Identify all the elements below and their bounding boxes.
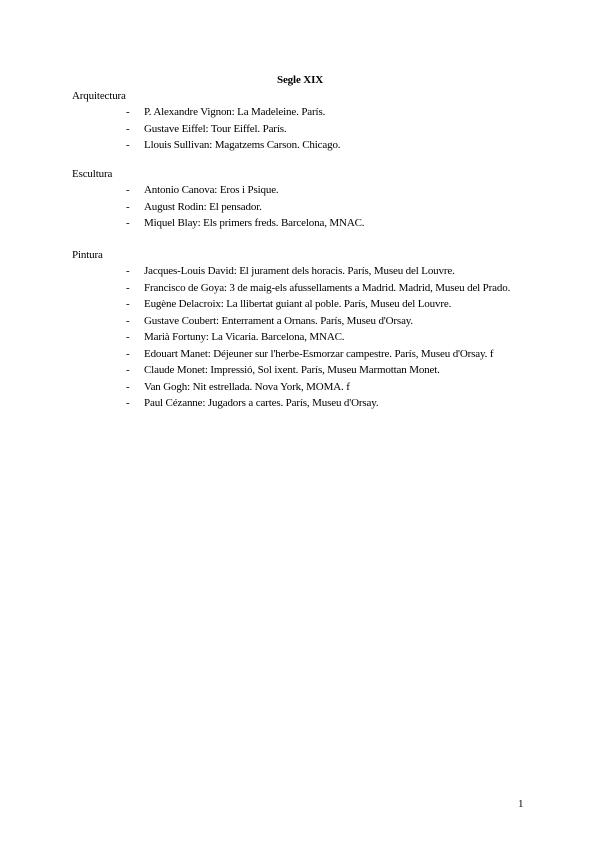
list-item-text: Eugène Delacroix: La llibertat guiant al poble. París, Museu del Louvre. <box>144 298 452 310</box>
item-list <box>72 104 532 154</box>
list-item <box>72 104 530 121</box>
bullet-dash: - <box>126 122 130 135</box>
bullet-dash: - <box>126 139 130 151</box>
list-item <box>72 182 530 199</box>
list-item-text: August Rodin: El pensador. <box>144 200 262 213</box>
page-title: Segle XIX <box>276 74 323 86</box>
list-item <box>72 296 530 313</box>
list-item-text: Miquel Blay: Els primers freds. Barcelona, MNAC. <box>144 217 365 229</box>
section-heading: Escultura <box>72 168 113 180</box>
list-item <box>72 379 530 396</box>
list-item <box>72 199 530 216</box>
section-arquitectura <box>72 88 532 154</box>
bullet-dash: - <box>126 281 130 294</box>
list-item-text: Gustave Eiffel: Tour Eiffel. París. <box>144 122 287 135</box>
list-item <box>72 263 530 280</box>
bullet-dash: - <box>126 200 130 213</box>
bullet-dash: - <box>126 364 130 376</box>
page-number: 1 <box>518 798 524 810</box>
list-item-text: Van Gogh: Nit estrellada. Nova York, MOMA. f <box>144 380 350 393</box>
bullet-dash: - <box>126 106 130 118</box>
list-item-text: Edouart Manet: Déjeuner sur l'herbe-Esmorzar campestre. París, Museu d'Orsay. f <box>144 347 494 360</box>
list-item <box>72 280 530 297</box>
bullet-dash: - <box>126 314 130 327</box>
bullet-dash: - <box>126 265 130 277</box>
list-item-text: Claude Monet: Impressió, Sol ixent. París, Museu Marmottan Monet. <box>144 364 440 376</box>
list-item-text: Llouis Sullivan: Magatzems Carson. Chicago. <box>144 139 341 151</box>
section-heading: Pintura <box>72 249 103 261</box>
section-pintura <box>72 247 532 412</box>
list-item-text: Francisco de Goya: 3 de maig-els afussellaments a Madrid. Madrid, Museu del Prado. <box>144 281 511 294</box>
bullet-dash: - <box>126 184 130 196</box>
list-item <box>72 313 530 330</box>
list-item-text: Paul Cézanne: Jugadors a cartes. París, Museu d'Orsay. <box>144 397 379 409</box>
section-escultura <box>72 166 532 232</box>
list-item-text: Jacques-Louis David: El jurament dels horacis. París, Museu del Louvre. <box>144 265 455 277</box>
list-item-text: Gustave Coubert: Enterrament a Ornans. París, Museu d'Orsay. <box>144 314 414 327</box>
list-item <box>72 215 530 232</box>
list-item <box>72 137 530 154</box>
bullet-dash: - <box>126 347 130 360</box>
bullet-dash: - <box>126 331 130 343</box>
bullet-dash: - <box>126 217 130 229</box>
list-item-text: Marià Fortuny: La Vicaria. Barcelona, MNAC. <box>144 331 345 343</box>
list-item <box>72 362 530 379</box>
list-item <box>72 395 530 412</box>
list-item <box>72 121 530 138</box>
list-item <box>72 329 530 346</box>
bullet-dash: - <box>126 397 130 409</box>
list-item-text: P. Alexandre Vignon: La Madeleine. París. <box>144 106 326 118</box>
list-item-text: Antonio Canova: Eros i Psique. <box>144 184 279 196</box>
bullet-dash: - <box>126 380 130 393</box>
list-item <box>72 346 530 363</box>
section-heading: Arquitectura <box>72 90 126 102</box>
item-list <box>72 263 532 412</box>
item-list <box>72 182 532 232</box>
bullet-dash: - <box>126 298 130 310</box>
